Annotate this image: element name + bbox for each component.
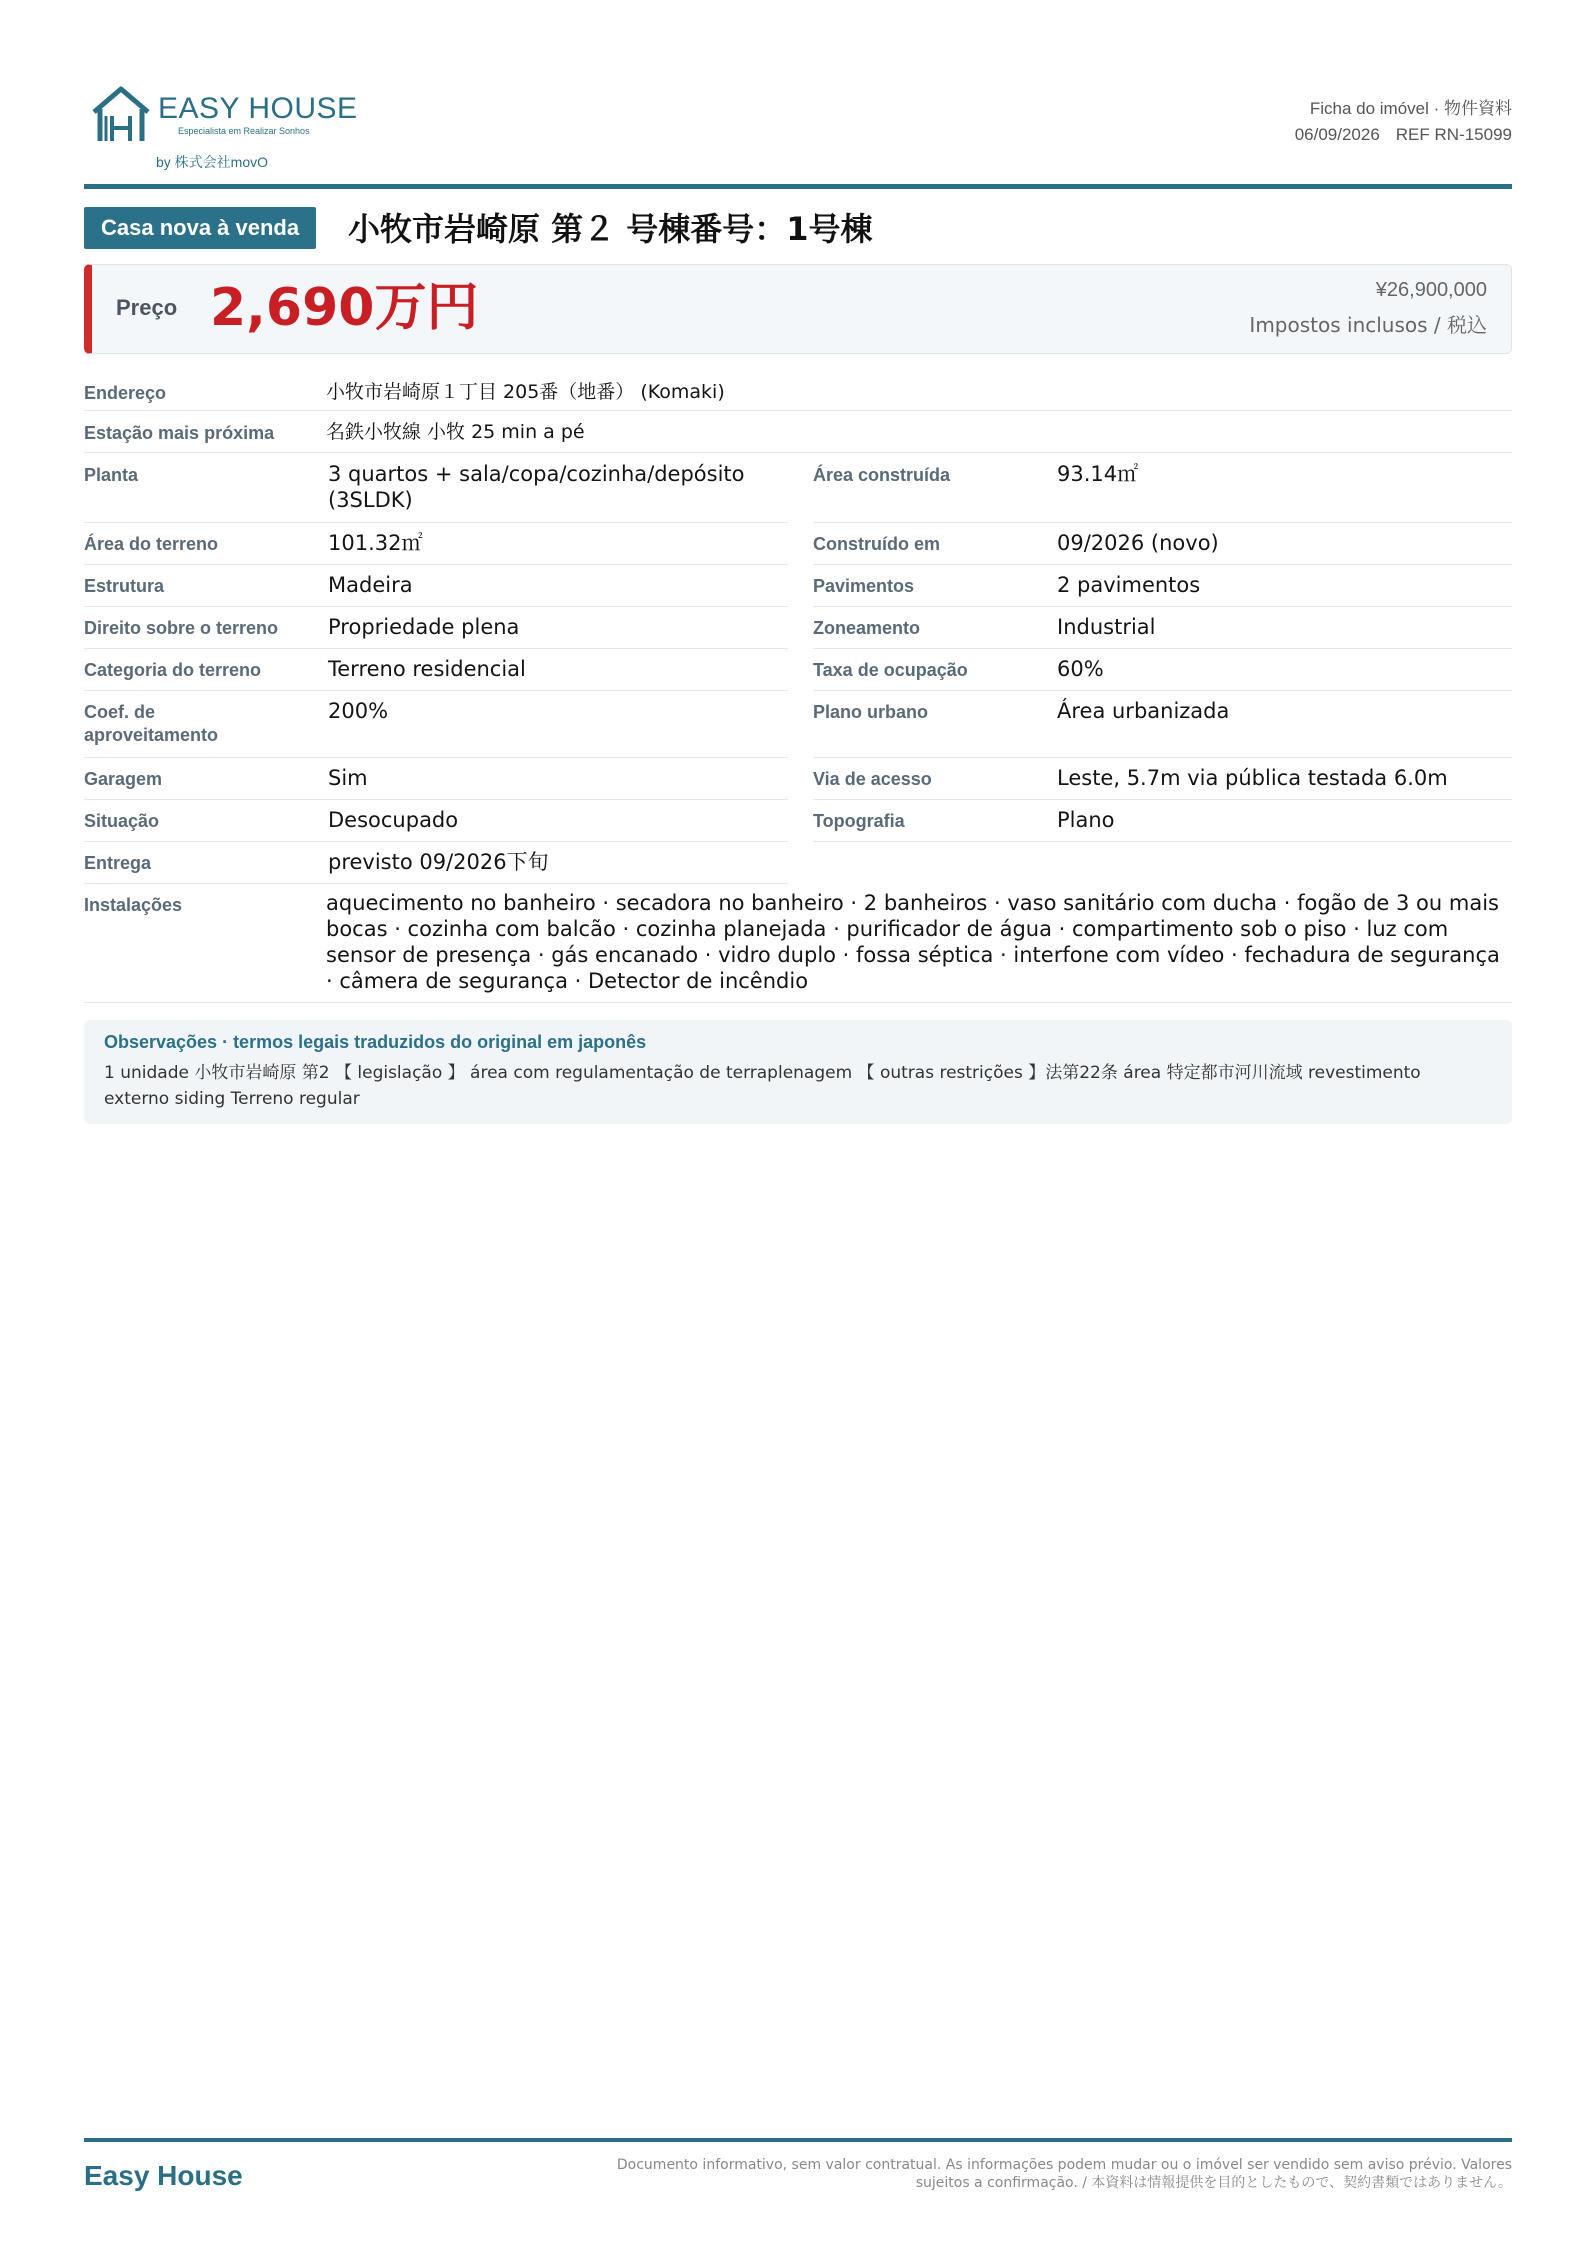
footer-disclaimer: Documento informativo, sem valor contratual. As informações podem mudar ou o imóvel ser vendido sem aviso prévio. Valores sujeitos a confirmação. / 本資料は情報提供を目的としたもので、契約書類ではありません。 <box>616 2157 1512 2191</box>
detail-value: Propriedade plena <box>328 615 520 639</box>
detail-label: Construído em <box>813 534 941 554</box>
detail-label: Coef. de aproveitamento <box>84 702 219 745</box>
price-label: Preço <box>116 295 178 320</box>
detail-value: 60% <box>1057 657 1104 681</box>
detail-label: Instalações <box>84 895 183 915</box>
detail-value: Sim <box>328 766 368 790</box>
footer-brand: Easy House <box>84 2160 243 2191</box>
detail-label: Estação mais próxima <box>84 423 275 443</box>
detail-label: Zoneamento <box>813 618 921 638</box>
doc-ref: REF RN-15099 <box>1395 125 1512 144</box>
notes-box <box>84 1020 1512 1124</box>
detail-value: 09/2026 (novo) <box>1057 531 1219 555</box>
detail-value: 名鉄小牧線 小牧 25 min a pé <box>326 421 585 443</box>
brand-tagline: Especialista em Realizar Sonhos <box>178 126 310 136</box>
detail-row <box>84 757 1512 799</box>
detail-row <box>84 841 1512 883</box>
doc-date: 06/09/2026 <box>1294 125 1380 144</box>
detail-label: Taxa de ocupação <box>813 660 968 680</box>
detail-label: Pavimentos <box>813 576 915 596</box>
property-sheet <box>84 0 1512 2246</box>
detail-row <box>84 799 1512 841</box>
detail-value: Leste, 5.7m via pública testada 6.0m <box>1057 766 1448 790</box>
house-logo-icon <box>90 84 152 144</box>
detail-label: Área construída <box>813 465 951 485</box>
detail-value: Madeira <box>328 573 413 597</box>
doc-date-ref <box>1295 122 1512 148</box>
brand-name: EASY HOUSE <box>158 92 358 125</box>
detail-label: Categoria do terreno <box>84 660 262 680</box>
detail-row <box>84 372 1512 411</box>
detail-label: Direito sobre o terreno <box>84 618 279 638</box>
price-value: 2,690万円 <box>210 278 479 338</box>
detail-row <box>84 453 1512 522</box>
detail-value: Desocupado <box>328 808 459 832</box>
price-yen: ¥26,900,000 <box>1375 279 1487 301</box>
notes-text: 1 unidade 小牧市岩崎原 第2 【 legislação 】 área com regulamentação de terraplenagem 【 outras restrições 】法第22条 área 特定都市河川流域 revestimento externo siding Terreno regular <box>104 1063 1421 1109</box>
detail-value: aquecimento no banheiro · secadora no banheiro · 2 banheiros · vaso sanitário com ducha · fogão de 3 ou mais bocas · cozinha com balcão · cozinha planejada · purificador de água · compartimento sob o piso · luz com sensor de presença · gás encanado · vidro duplo · fossa séptica · interfone com vídeo · fechadura de segurança · câmera de segurança · Detector de incêndio <box>326 891 1500 993</box>
listing-title-row <box>84 207 1512 251</box>
detail-value: 小牧市岩崎原１丁目 205番（地番） (Komaki) <box>326 381 725 403</box>
listing-type-badge: Casa nova à venda <box>84 207 316 249</box>
brand-by: by 株式会社movO <box>156 154 269 170</box>
brand-logo <box>90 82 390 174</box>
detail-value: Industrial <box>1057 615 1156 639</box>
detail-label: Endereço <box>84 383 167 403</box>
detail-value: Área urbanizada <box>1057 699 1230 723</box>
doc-type: Ficha do imóvel · 物件資料 <box>1309 99 1512 118</box>
detail-label: Planta <box>84 465 139 485</box>
detail-label: Situação <box>84 811 160 831</box>
detail-label: Área do terreno <box>84 534 219 554</box>
detail-value: Terreno residencial <box>328 657 526 681</box>
footer-divider <box>84 2138 1512 2142</box>
detail-value: 200% <box>328 699 389 723</box>
detail-value: 2 pavimentos <box>1057 573 1201 597</box>
detail-value: 93.14㎡ <box>1057 462 1139 486</box>
detail-row <box>84 564 1512 606</box>
header-divider <box>84 184 1512 189</box>
detail-label: Garagem <box>84 769 163 789</box>
detail-row <box>84 606 1512 648</box>
price-box <box>84 264 1512 354</box>
detail-label: Via de acesso <box>813 769 932 789</box>
detail-value: 101.32㎡ <box>328 531 423 555</box>
detail-value: Plano <box>1057 808 1115 832</box>
price-tax-note: Impostos inclusos / 税込 <box>1249 313 1487 337</box>
detail-label: Plano urbano <box>813 702 929 722</box>
notes-title: Observações · termos legais traduzidos do original em japonês <box>104 1032 647 1052</box>
detail-value: previsto 09/2026下旬 <box>328 850 549 874</box>
detail-value: 3 quartos + sala/copa/cozinha/depósito (3SLDK) <box>328 462 745 512</box>
detail-label: Entrega <box>84 853 152 873</box>
document-meta <box>1295 96 1512 148</box>
detail-row <box>84 690 1512 757</box>
header <box>84 80 1512 180</box>
detail-row <box>84 522 1512 564</box>
details-table <box>84 372 1512 1003</box>
detail-row <box>84 883 1512 1003</box>
detail-label: Topografia <box>813 811 905 831</box>
detail-label: Estrutura <box>84 576 165 596</box>
detail-row <box>84 411 1512 453</box>
detail-row <box>84 648 1512 690</box>
listing-title: 小牧市岩崎原 第２ 号棟番号：1号棟 <box>348 210 873 248</box>
